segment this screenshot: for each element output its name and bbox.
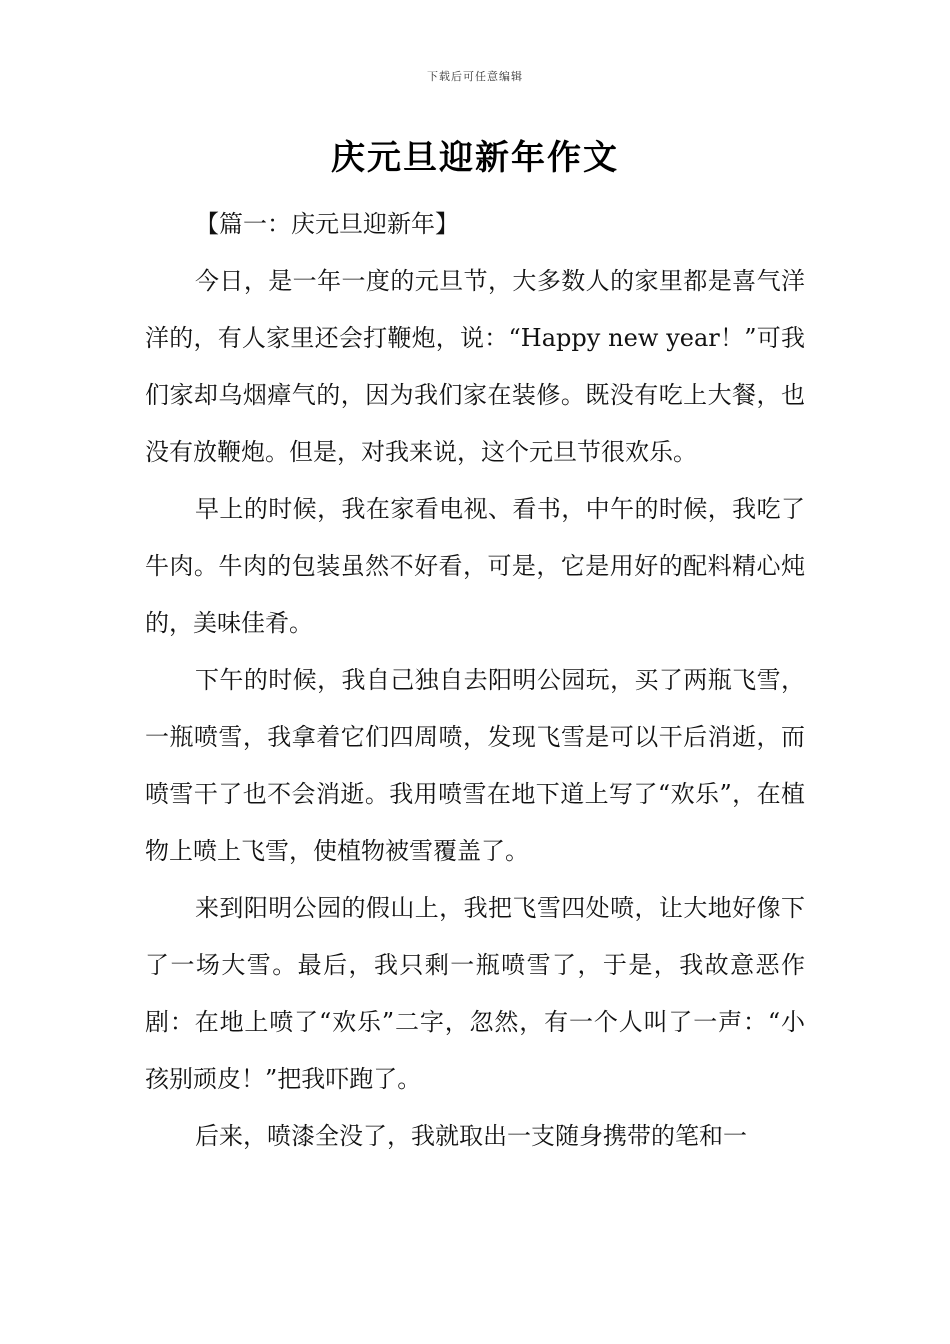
paragraph: 后来，喷漆全没了，我就取出一支随身携带的笔和一 — [195, 1122, 747, 1150]
paragraph: 今日，是一年一度的元旦节，大多数人的家里都是喜气洋洋的，有人家里还会打鞭炮，说：“Happy new year！”可我们家却乌烟瘴气的，因为我们家在装修。既没有吃上大餐，也没有放鞭炮。但是，对我来说，这个元旦节很欢乐。 — [145, 267, 805, 466]
paragraph: 下午的时候，我自己独自去阳明公园玩，买了两瓶飞雪，一瓶喷雪，我拿着它们四周喷，发现飞雪是可以干后消逝，而喷雪干了也不会消逝。我用喷雪在地下道上写了“欢乐”，在植物上喷上飞雪，使植物被雪覆盖了。 — [145, 666, 805, 865]
document-title: 庆元旦迎新年作文 — [331, 138, 619, 178]
paragraph: 早上的时候，我在家看电视、看书，中午的时候，我吃了牛肉。牛肉的包装虽然不好看，可是，它是用好的配料精心炖的，美味佳肴。 — [145, 495, 805, 637]
paragraph: 来到阳明公园的假山上，我把飞雪四处喷，让大地好像下了一场大雪。最后，我只剩一瓶喷雪了，于是，我故意恶作剧：在地上喷了“欢乐”二字，忽然，有一个人叫了一声：“小孩别顽皮！”把我吓跑了。 — [145, 894, 805, 1093]
section-heading: 【篇一：庆元旦迎新年】 — [195, 210, 459, 238]
header-note: 下载后可任意编辑 — [427, 70, 523, 83]
document-body — [145, 196, 805, 1165]
